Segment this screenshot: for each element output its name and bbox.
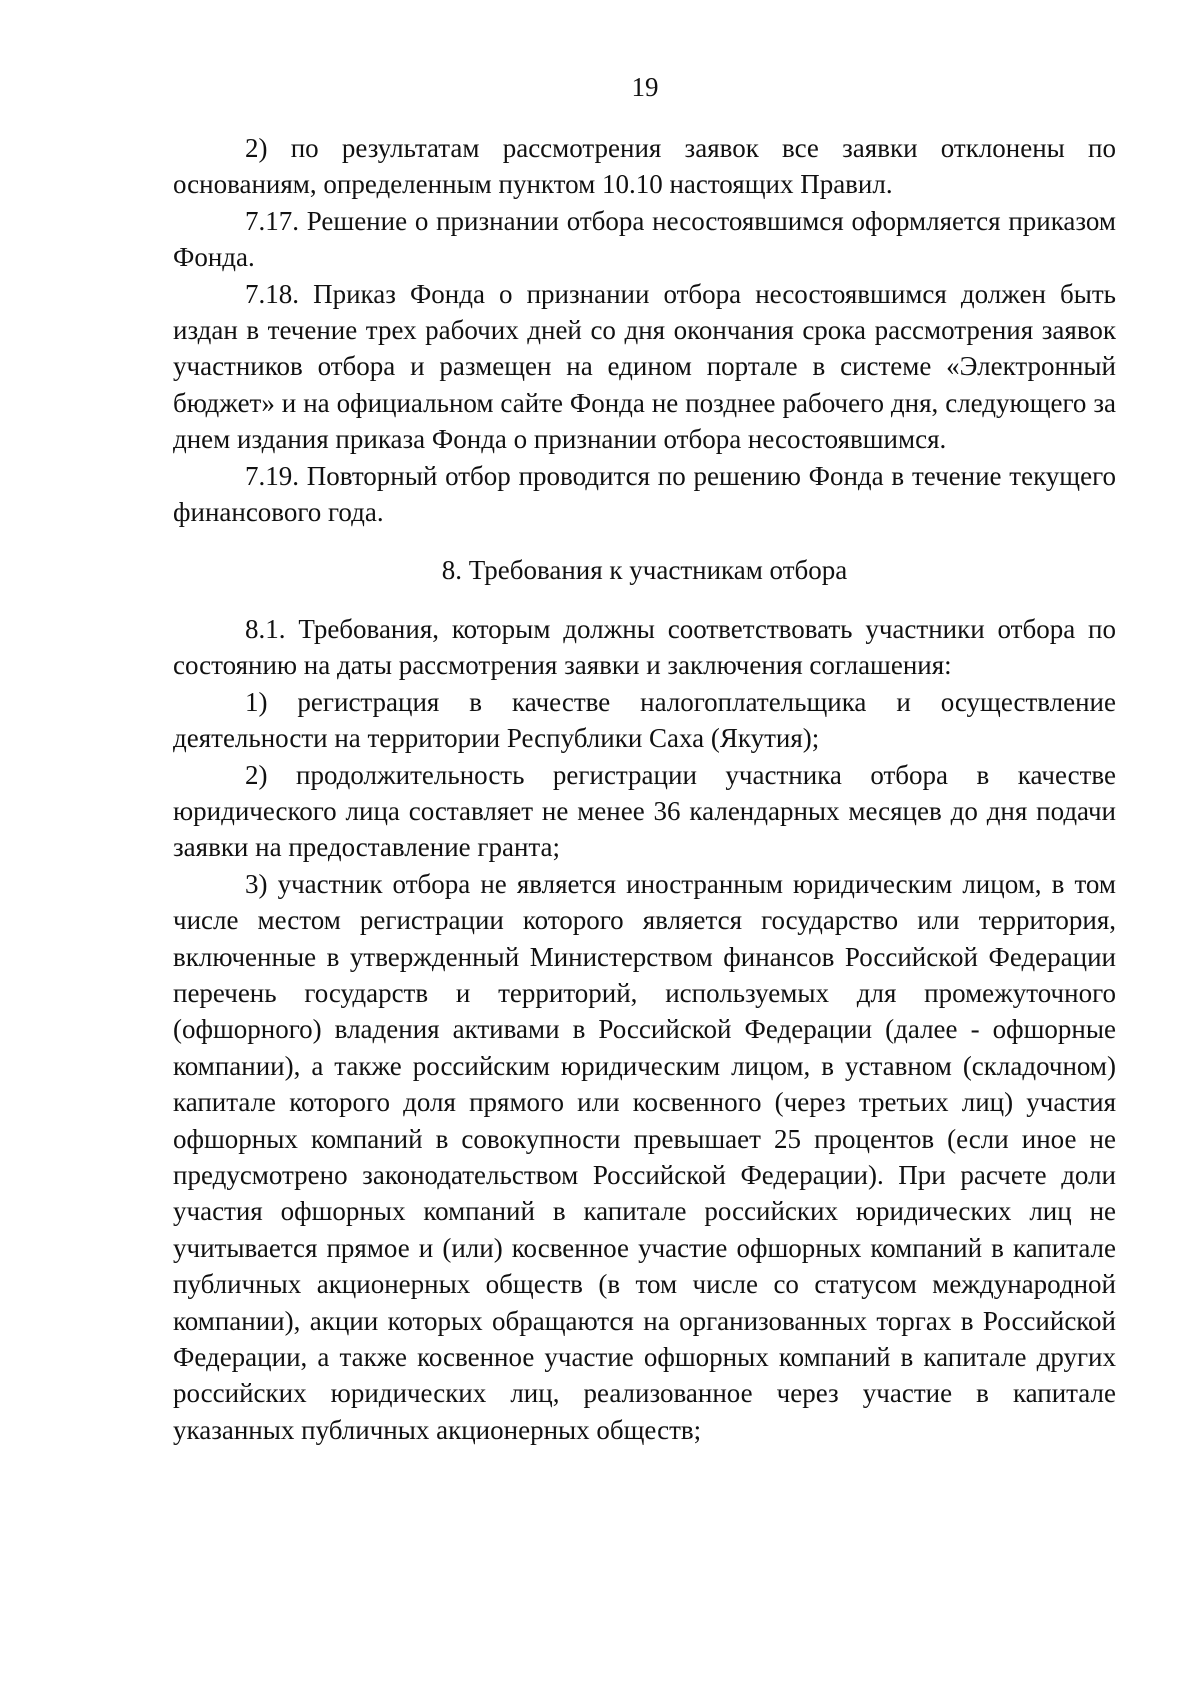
paragraph-requirement-1: 1) регистрация в качестве налогоплательщика и осуществление деятельности на территории Республики Саха (Якутия); — [173, 686, 1116, 754]
paragraph-7-18: 7.18. Приказ Фонда о признании отбора несостоявшимся должен быть издан в течение трех рабочих дней со дня окончания срока рассмотрения заявок участников отбора и размещен на едином портале в системе «Электронный бюджет» и на официальном сайте Фонда не позднее рабочего дня, следующего за днем издания приказа Фонда о признании отбора несостоявшимся. — [173, 278, 1116, 455]
page-number: 19 — [631, 72, 659, 102]
paragraph-requirement-3: 3) участник отбора не является иностранным юридическим лицом, в том числе местом регистрации которого является государство или территория, включенные в утвержденный Министерством финансов Российской Федерации перечень государств и территорий, используемых для промежуточного (офшорного) владения активами в Российской Федерации (далее - офшорные компании), а также российским юридическим лицом, в уставном (складочном) капитале которого доля прямого или косвенного (через третьих лиц) участия офшорных компаний в совокупности превышает 25 процентов (если иное не предусмотрено законодательством Российской Федерации). При расчете доли участия офшорных компаний в капитале российских юридических лиц не учитывается прямое и (или) косвенное участие офшорных компаний в капитале публичных акционерных обществ (в том числе со статусом международной компании), акции которых обращаются на организованных торгах в Российской Федерации, а также косвенное участие офшорных компаний в капитале других российских юридических лиц, реализованное через участие в капитале указанных публичных акционерных обществ; — [173, 868, 1116, 1445]
section-heading: 8. Требования к участникам отбора — [441, 555, 848, 586]
paragraph-7-17: 7.17. Решение о признании отбора несостоявшимся оформляется приказом Фонда. — [173, 205, 1116, 273]
document-body — [173, 130, 1116, 1448]
paragraph-item-2-rejected: 2) по результатам рассмотрения заявок все заявки отклонены по основаниям, определенным пунктом 10.10 настоящих Правил. — [173, 133, 1116, 200]
paragraph-7-19: 7.19. Повторный отбор проводится по решению Фонда в течение текущего финансового года. — [173, 460, 1116, 528]
paragraph-requirement-2: 2) продолжительность регистрации участника отбора в качестве юридического лица составляет не менее 36 календарных месяцев до дня подачи заявки на предоставление гранта; — [173, 759, 1116, 863]
paragraph-8-1: 8.1. Требования, которым должны соответствовать участники отбора по состоянию на даты рассмотрения заявки и заключения соглашения: — [173, 613, 1116, 681]
